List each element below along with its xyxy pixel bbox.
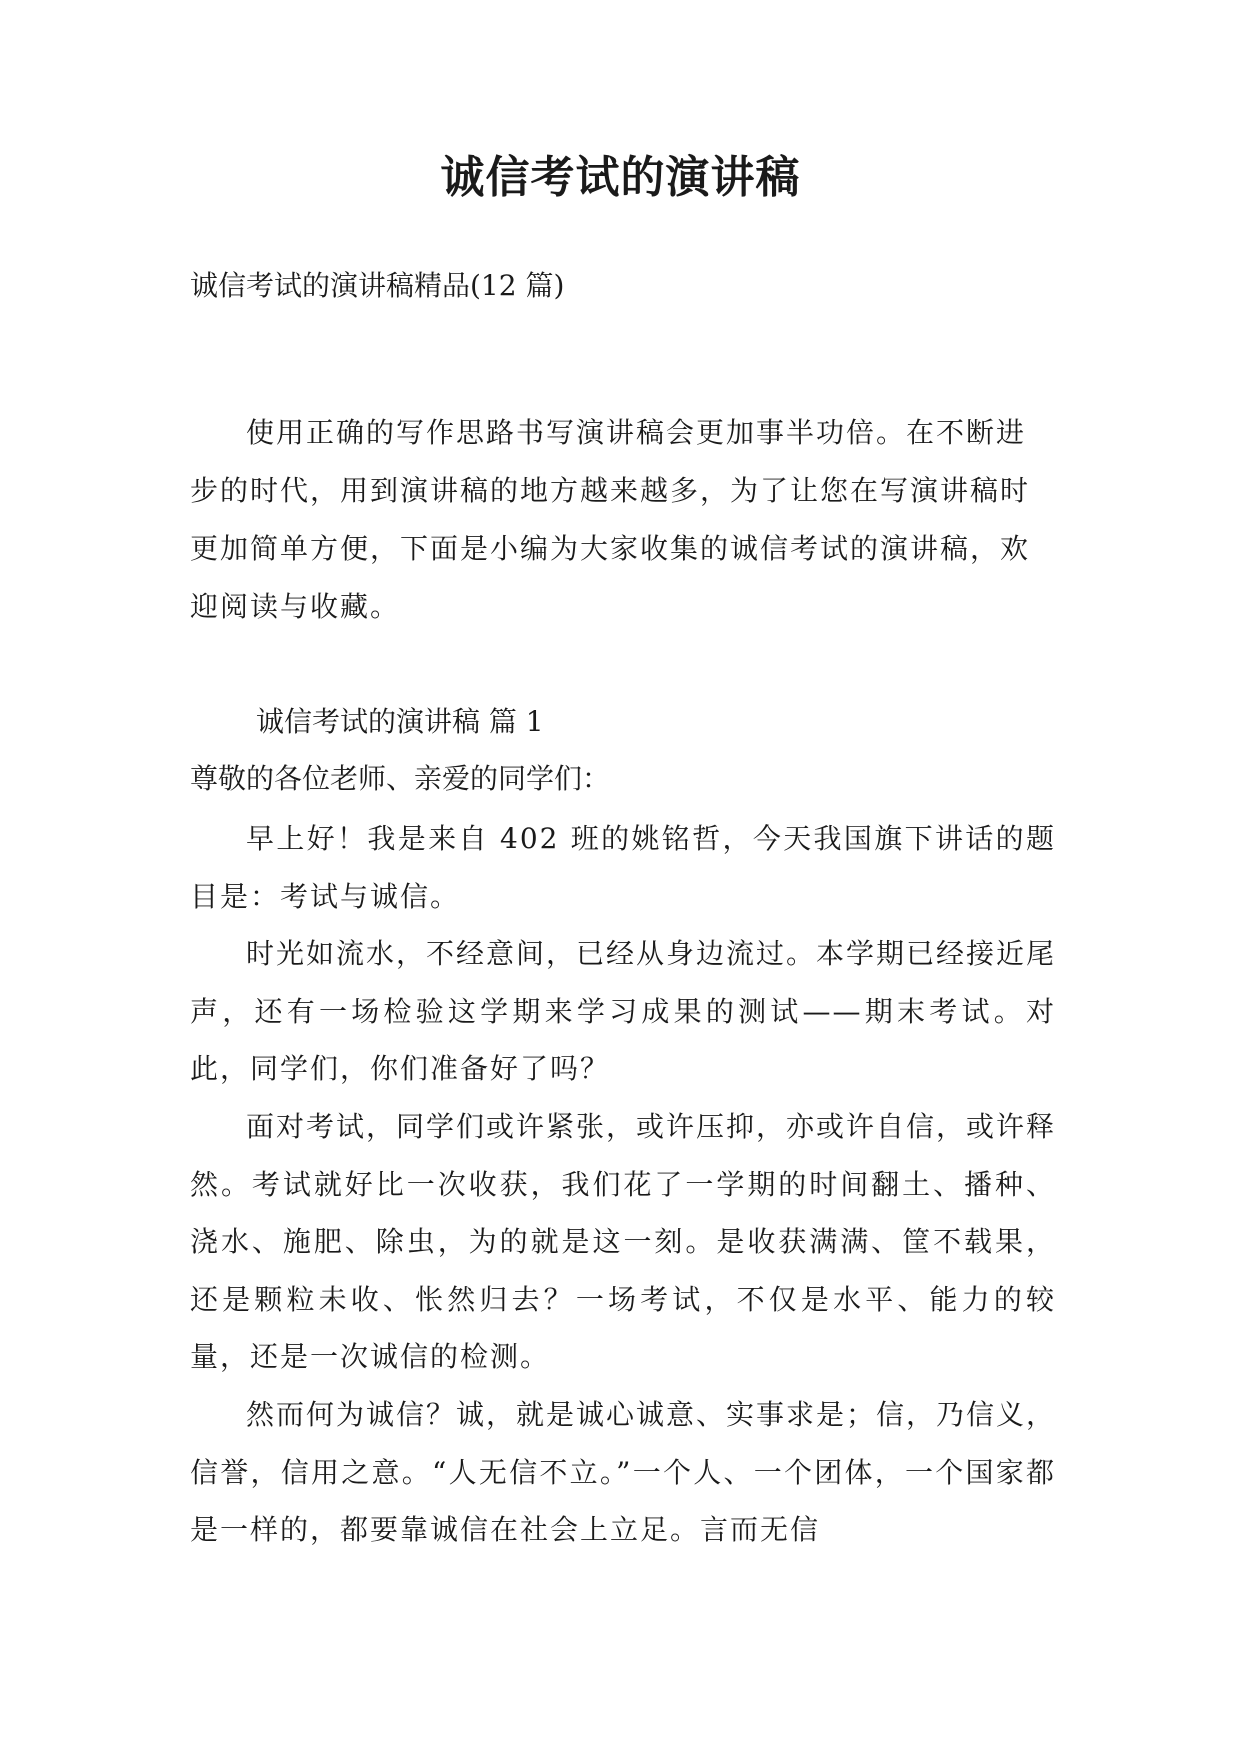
body-paragraph: 然而何为诚信？诚，就是诚心诚意、实事求是；信，乃信义，信誉，信用之意。“人无信不立。”一个人、一个团体，一个国家都是一样的，都要靠诚信在社会上立足。言而无信: [190, 1397, 1057, 1547]
speech-body: [190, 810, 1056, 1559]
section-heading: 诚信考试的演讲稿 篇 1: [256, 705, 544, 738]
body-paragraph: 面对考试，同学们或许紧张，或许压抑，亦或许自信，或许释然。考试就好比一次收获，我们花了一学期的时间翻土、播种、浇水、施肥、除虫，为的就是这一刻。是收获满满、筐不载果，还是颗粒未收、怅然归去？一场考试，不仅是水平、能力的较量，还是一次诚信的检测。: [190, 1109, 1057, 1374]
body-paragraph: 时光如流水，不经意间，已经从身边流过。本学期已经接近尾声，还有一场检验这学期来学习成果的测试——期末考试。对此，同学们，你们准备好了吗？: [190, 937, 1057, 1086]
document-title: 诚信考试的演讲稿: [440, 152, 801, 203]
speech-greeting: 尊敬的各位老师、亲爱的同学们：: [190, 762, 611, 795]
document-subtitle: 诚信考试的演讲稿精品(12 篇): [190, 269, 565, 302]
intro-paragraph: 使用正确的写作思路书写演讲稿会更加事半功倍。在不断进步的时代，用到演讲稿的地方越来越多，为了让您在写演讲稿时更加简单方便，下面是小编为大家收集的诚信考试的演讲稿，欢迎阅读与收藏。: [190, 416, 1031, 623]
body-paragraph: 早上好！我是来自 402 班的姚铭哲，今天我国旗下讲话的题目是：考试与诚信。: [190, 822, 1056, 913]
